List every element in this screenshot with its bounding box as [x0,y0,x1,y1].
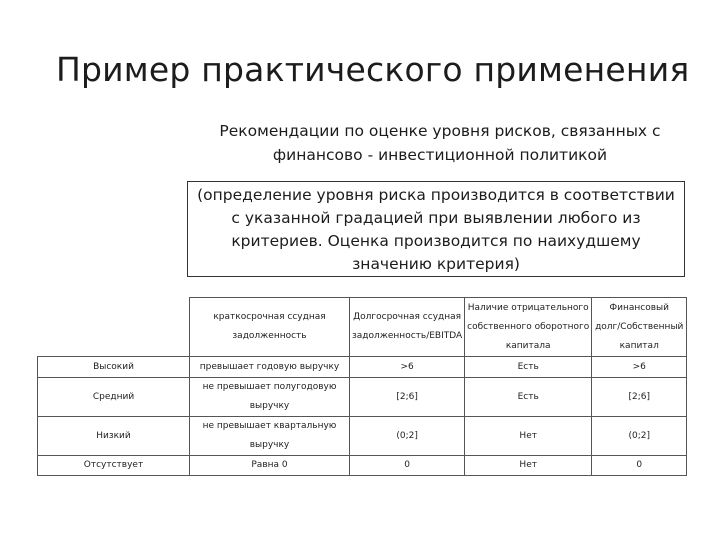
table-row [38,357,687,378]
methodology-note [187,181,685,277]
working-capital-cell: Нет [465,456,592,476]
table-header-row [38,298,687,357]
risk-level-high: Высокий [38,357,190,378]
header-negative-working-capital: Наличие отрицательного собственного оборотного капитала [465,298,592,357]
risk-level-medium: Средний [38,378,190,417]
subtitle-line: Рекомендации по оценке уровня рисков, связанных с [219,122,661,140]
long-term-debt-cell: >6 [350,357,465,378]
table-row [38,456,687,476]
note-line: (определение уровня риска производится в соответствии [197,186,675,204]
table-row [38,378,687,417]
short-term-debt-cell: не превышает квартальную выручку [190,417,350,456]
header-long-term-debt: Долгосрочная ссудная задолженность/EBITDA [350,298,465,357]
debt-equity-cell: [2;6] [592,378,687,417]
debt-equity-cell: (0;2] [592,417,687,456]
table-row [38,417,687,456]
note-line: с указанной градацией при выявлении любого из [231,209,641,227]
note-line: значению критерия) [352,255,520,273]
header-short-term-debt: краткосрочная ссудная задолженность [190,298,350,357]
working-capital-cell: Есть [465,357,592,378]
risk-level-low: Низкий [38,417,190,456]
short-term-debt-cell: превышает годовую выручку [190,357,350,378]
long-term-debt-cell: (0;2] [350,417,465,456]
debt-equity-cell: >6 [592,357,687,378]
debt-equity-cell: 0 [592,456,687,476]
slide-subtitle [190,119,690,167]
long-term-debt-cell: [2;6] [350,378,465,417]
header-empty-cell [38,298,190,357]
short-term-debt-cell: Равна 0 [190,456,350,476]
slide-title: Пример практического применения [56,50,690,89]
header-debt-to-equity: Финансовый долг/Собственный капитал [592,298,687,357]
working-capital-cell: Есть [465,378,592,417]
risk-table [37,297,687,476]
short-term-debt-cell: не превышает полугодовую выручку [190,378,350,417]
working-capital-cell: Нет [465,417,592,456]
subtitle-line: финансово - инвестиционной политикой [272,146,608,164]
long-term-debt-cell: 0 [350,456,465,476]
note-line: критериев. Оценка производится по наихудшему [231,232,641,250]
risk-level-none: Отсутствует [38,456,190,476]
